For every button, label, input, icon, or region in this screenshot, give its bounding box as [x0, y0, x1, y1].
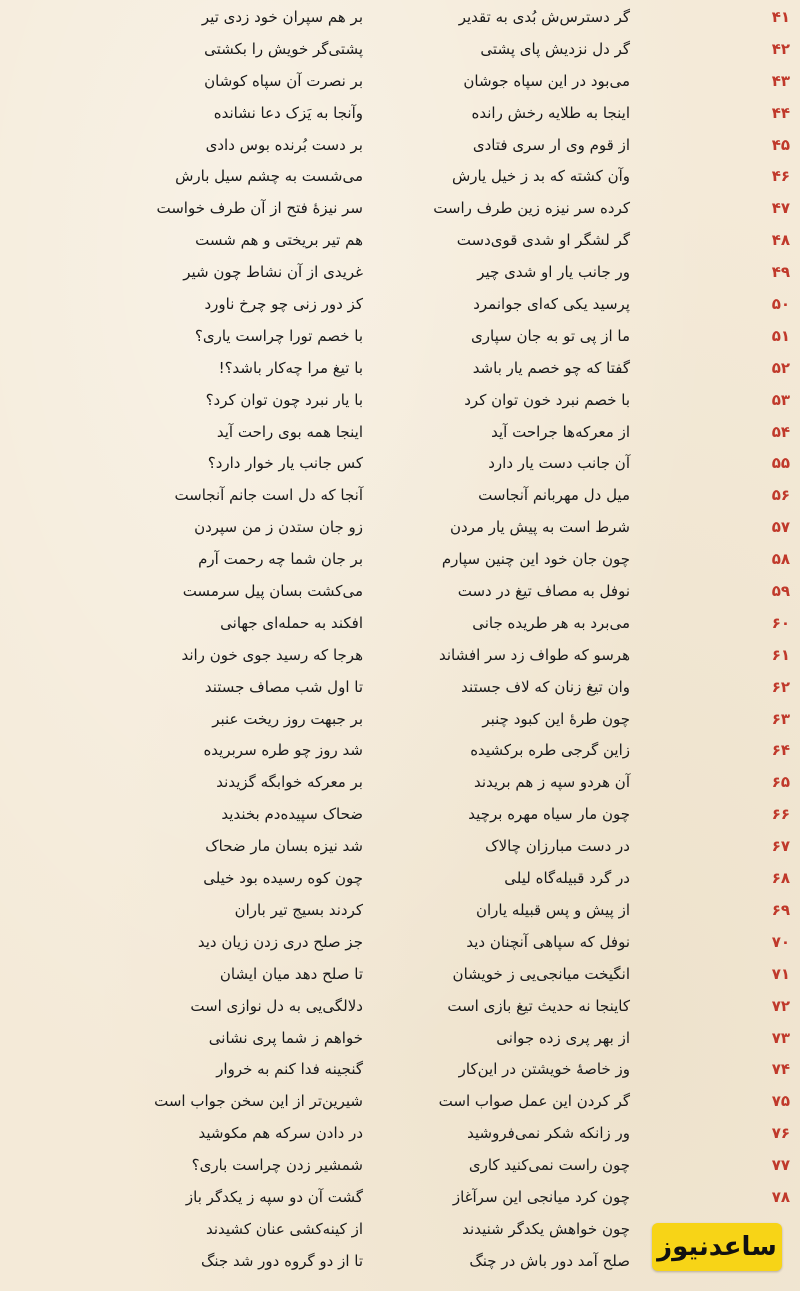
first-hemistich: گفتا که چو خصم یار باشد — [472, 358, 630, 377]
verse-row — [0, 1055, 800, 1087]
second-hemistich: می‌شست به چشم سیل بارش — [175, 167, 363, 186]
verse-number: ۵۶ — [771, 486, 790, 505]
first-hemistich: می‌بود در این سپاه جوشان — [463, 71, 630, 90]
verse-row — [0, 418, 800, 450]
first-hemistich: میل دل مهربانم آنجاست — [478, 486, 630, 505]
second-hemistich: دلالگی‌یی به دل نوازی است — [190, 996, 363, 1015]
verse-number: ۶۴ — [771, 741, 790, 760]
verse-number: ۷۴ — [771, 1060, 790, 1079]
verse-row — [0, 736, 800, 768]
verse-row — [0, 35, 800, 67]
first-hemistich: چون راست نمی‌کنید کاری — [468, 1156, 630, 1175]
first-hemistich: صلح آمد دور باش در چنگ — [469, 1251, 630, 1270]
verse-number: ۷۸ — [771, 1187, 790, 1206]
first-hemistich: آن هردو سپه ز هم بریدند — [474, 773, 630, 792]
first-hemistich: گر دسترس‌ش بُدی به تقدیر — [458, 8, 630, 26]
verse-number: ۵۵ — [771, 454, 790, 473]
second-hemistich: تا از دو گروه دور شد جنگ — [200, 1251, 363, 1270]
first-hemistich: از قوم وی ار سری فتادی — [472, 135, 630, 154]
second-hemistich: اینجا همه بوی راحت آید — [216, 422, 363, 441]
second-hemistich: بر جبهت روز ریخت عنبر — [212, 709, 363, 728]
verse-number: ۷۱ — [771, 964, 790, 983]
second-hemistich: شمشیر زدن چراست باری؟ — [191, 1156, 363, 1175]
second-hemistich: تا صلح دهد میان ایشان — [219, 964, 363, 983]
verse-row — [0, 99, 800, 131]
verse-number: ۴۴ — [771, 103, 790, 122]
verse-row — [0, 928, 800, 960]
verse-row — [0, 673, 800, 705]
verse-number: ۶۷ — [771, 837, 790, 856]
first-hemistich: گر کردن این عمل صواب است — [438, 1092, 630, 1111]
verse-row — [0, 226, 800, 258]
first-hemistich: چون مار سیاه مهره برچید — [468, 805, 630, 824]
verse-row — [0, 354, 800, 386]
second-hemistich: می‌کشت بسان پیل سرمست — [182, 582, 363, 601]
second-hemistich: ضحاک سپیده‌دم بخندید — [221, 805, 363, 824]
verse-number: ۴۵ — [771, 135, 790, 154]
first-hemistich: در گرد قبیله‌گاه لیلی — [504, 869, 630, 888]
second-hemistich: پشتی‌گر خویش را بکشتی — [204, 39, 363, 58]
second-hemistich: زو جان ستدن ز من سپردن — [194, 518, 363, 537]
second-hemistich: افکند به حمله‌ای جهانی — [220, 613, 363, 632]
verse-row — [0, 1151, 800, 1183]
verse-list — [0, 3, 800, 1279]
second-hemistich: با تیغ مرا چه‌کار باشد؟! — [218, 358, 363, 377]
second-hemistich: چون کوه رسیده بود خیلی — [203, 869, 363, 888]
verse-number: ۶۰ — [771, 613, 790, 632]
first-hemistich: چون طرهٔ این کبود چنبر — [482, 709, 630, 728]
first-hemistich: هرسو که طواف زد سر افشاند — [438, 645, 630, 664]
verse-row — [0, 481, 800, 513]
second-hemistich: کس جانب یار خوار دارد؟ — [207, 454, 363, 473]
verse-row — [0, 1119, 800, 1151]
second-hemistich: بر جان شما چه رحمت آرم — [198, 550, 363, 569]
second-hemistich: هرجا که رسید جوی خون راند — [181, 645, 363, 664]
second-hemistich: گشت آن دو سپه ز یکدگر باز — [185, 1187, 363, 1206]
first-hemistich: وآن کشته که بد ز خیل یارش — [451, 167, 630, 186]
verse-row — [0, 609, 800, 641]
verse-row — [0, 960, 800, 992]
second-hemistich: در دادن سرکه هم مکوشید — [198, 1124, 363, 1143]
verse-row — [0, 3, 800, 35]
first-hemistich: گر دل نزدیش پای پشتی — [480, 39, 630, 58]
second-hemistich: از کینه‌کشی عنان کشیدند — [205, 1219, 363, 1238]
verse-number: ۷۲ — [771, 996, 790, 1015]
second-hemistich: کز دور زنی چو چرخ ناورد — [204, 295, 363, 314]
first-hemistich: آن جانب دست یار دارد — [488, 454, 630, 473]
verse-number: ۶۳ — [771, 709, 790, 728]
verse-row — [0, 705, 800, 737]
first-hemistich: وان تیغ زنان که لاف جستند — [461, 677, 630, 696]
first-hemistich: با خصم نبرد خون توان کرد — [464, 390, 630, 409]
first-hemistich: شرط است به پیش یار مردن — [449, 518, 630, 537]
verse-number: ۴۳ — [771, 71, 790, 90]
verse-row — [0, 449, 800, 481]
second-hemistich: هم تیر بریختی و هم شست — [195, 231, 363, 250]
verse-row — [0, 1087, 800, 1119]
second-hemistich: با خصم تورا چراست یاری؟ — [194, 326, 363, 345]
first-hemistich: چون خواهش یکدگر شنیدند — [462, 1219, 630, 1238]
first-hemistich: زاین گرجی طره برکشیده — [470, 741, 630, 760]
second-hemistich: شد نیزه بسان مار ضحاک — [205, 837, 363, 856]
first-hemistich: از بهر پری زده جوانی — [496, 1028, 630, 1047]
first-hemistich: ور زانکه شکر نمی‌فروشید — [467, 1124, 630, 1143]
second-hemistich: خواهم ز شما پری نشانی — [208, 1028, 363, 1047]
verse-row — [0, 896, 800, 928]
verse-row — [0, 290, 800, 322]
verse-number: ۷۶ — [771, 1124, 790, 1143]
first-hemistich: ور جانب یار او شدی چیر — [477, 263, 630, 282]
second-hemistich: بر هم سپران خود زدی تیر — [201, 8, 363, 26]
verse-row — [0, 641, 800, 673]
first-hemistich: کرده سر نیزه زین طرف راست — [433, 199, 630, 218]
first-hemistich: پرسید یکی که‌ای جوانمرد — [473, 295, 630, 314]
verse-number: ۵۹ — [771, 582, 790, 601]
second-hemistich: وآنجا به یَزک دعا نشانده — [213, 103, 363, 122]
verse-number: ۶۱ — [771, 645, 790, 664]
verse-number: ۵۸ — [771, 550, 790, 569]
verse-number: ۶۹ — [771, 900, 790, 919]
second-hemistich: بر دست بُرنده بوس دادی — [205, 135, 363, 154]
second-hemistich: آنجا که دل است جانم آنجاست — [174, 486, 363, 505]
verse-row — [0, 800, 800, 832]
second-hemistich: سر نیزهٔ فتح از آن طرف خواست — [156, 199, 363, 218]
verse-number: ۷۰ — [771, 932, 790, 951]
verse-number: ۴۲ — [771, 39, 790, 58]
verse-row — [0, 513, 800, 545]
verse-number: ۶۵ — [771, 773, 790, 792]
second-hemistich: گنجینه فدا کنم به خروار — [216, 1060, 363, 1079]
verse-row — [0, 67, 800, 99]
second-hemistich: شد روز چو طره سربریده — [203, 741, 363, 760]
verse-row — [0, 545, 800, 577]
verse-row — [0, 322, 800, 354]
verse-number: ۷۳ — [771, 1028, 790, 1047]
verse-row — [0, 1183, 800, 1215]
verse-number: ۶۲ — [771, 677, 790, 696]
first-hemistich: در دست مبارزان چالاک — [485, 837, 630, 856]
verse-number: ۴۸ — [771, 231, 790, 250]
first-hemistich: کاینجا نه حدیث تیغ بازی است — [447, 996, 630, 1015]
verse-row — [0, 832, 800, 864]
verse-row — [0, 258, 800, 290]
verse-number: ۵۰ — [771, 295, 790, 314]
second-hemistich: جز صلح دری زدن زیان دید — [197, 932, 363, 951]
second-hemistich: بر نصرت آن سپاه کوشان — [204, 71, 363, 90]
verse-number: ۴۱ — [771, 8, 790, 26]
second-hemistich: بر معرکه خوابگه گزیدند — [216, 773, 363, 792]
first-hemistich: چون جان خود این چنین سپارم — [441, 550, 630, 569]
verse-number: ۵۳ — [771, 390, 790, 409]
second-hemistich: شیرین‌تر از این سخن جواب است — [154, 1092, 363, 1111]
first-hemistich: وز خاصهٔ خویشتن در این‌کار — [458, 1060, 630, 1079]
verse-row — [0, 1024, 800, 1056]
first-hemistich: انگیخت میانجی‌یی ز خویشان — [452, 964, 630, 983]
verse-number: ۵۲ — [771, 358, 790, 377]
first-hemistich: اینجا به طلایه رخش رانده — [471, 103, 630, 122]
verse-number: ۴۹ — [771, 263, 790, 282]
first-hemistich: می‌برد به هر طریده جانی — [472, 613, 630, 632]
site-logo[interactable]: ساعدنیوز — [652, 1223, 782, 1271]
first-hemistich: نوفل که سپاهی آنچنان دید — [466, 932, 630, 951]
first-hemistich: از معرکه‌ها جراحت آید — [491, 422, 630, 441]
verse-row — [0, 131, 800, 163]
verse-number: ۴۶ — [771, 167, 790, 186]
verse-number: ۵۷ — [771, 518, 790, 537]
verse-number: ۵۴ — [771, 422, 790, 441]
verse-row — [0, 386, 800, 418]
first-hemistich: نوفل به مصاف تیغ در دست — [457, 582, 630, 601]
second-hemistich: تا اول شب مصاف جستند — [204, 677, 363, 696]
verse-row — [0, 864, 800, 896]
verse-row — [0, 992, 800, 1024]
second-hemistich: کردند بسیج تیر باران — [234, 900, 363, 919]
first-hemistich: گر لشگر او شدی قوی‌دست — [456, 231, 630, 250]
first-hemistich: ما از پی تو به جان سپاری — [471, 326, 630, 345]
second-hemistich: با یار نبرد چون توان کرد؟ — [205, 390, 363, 409]
verse-number: ۶۸ — [771, 869, 790, 888]
second-hemistich: غریدی از آن نشاط چون شیر — [183, 263, 363, 282]
verse-row — [0, 768, 800, 800]
first-hemistich: از پیش و پس قبیله یاران — [475, 900, 630, 919]
verse-number: ۷۷ — [771, 1156, 790, 1175]
verse-row — [0, 577, 800, 609]
verse-number: ۶۶ — [771, 805, 790, 824]
verse-row — [0, 194, 800, 226]
verse-number: ۵۱ — [771, 326, 790, 345]
verse-number: ۷۵ — [771, 1092, 790, 1111]
verse-row — [0, 162, 800, 194]
first-hemistich: چون کرد میانجی این سرآغاز — [452, 1187, 630, 1206]
verse-number: ۴۷ — [771, 199, 790, 218]
